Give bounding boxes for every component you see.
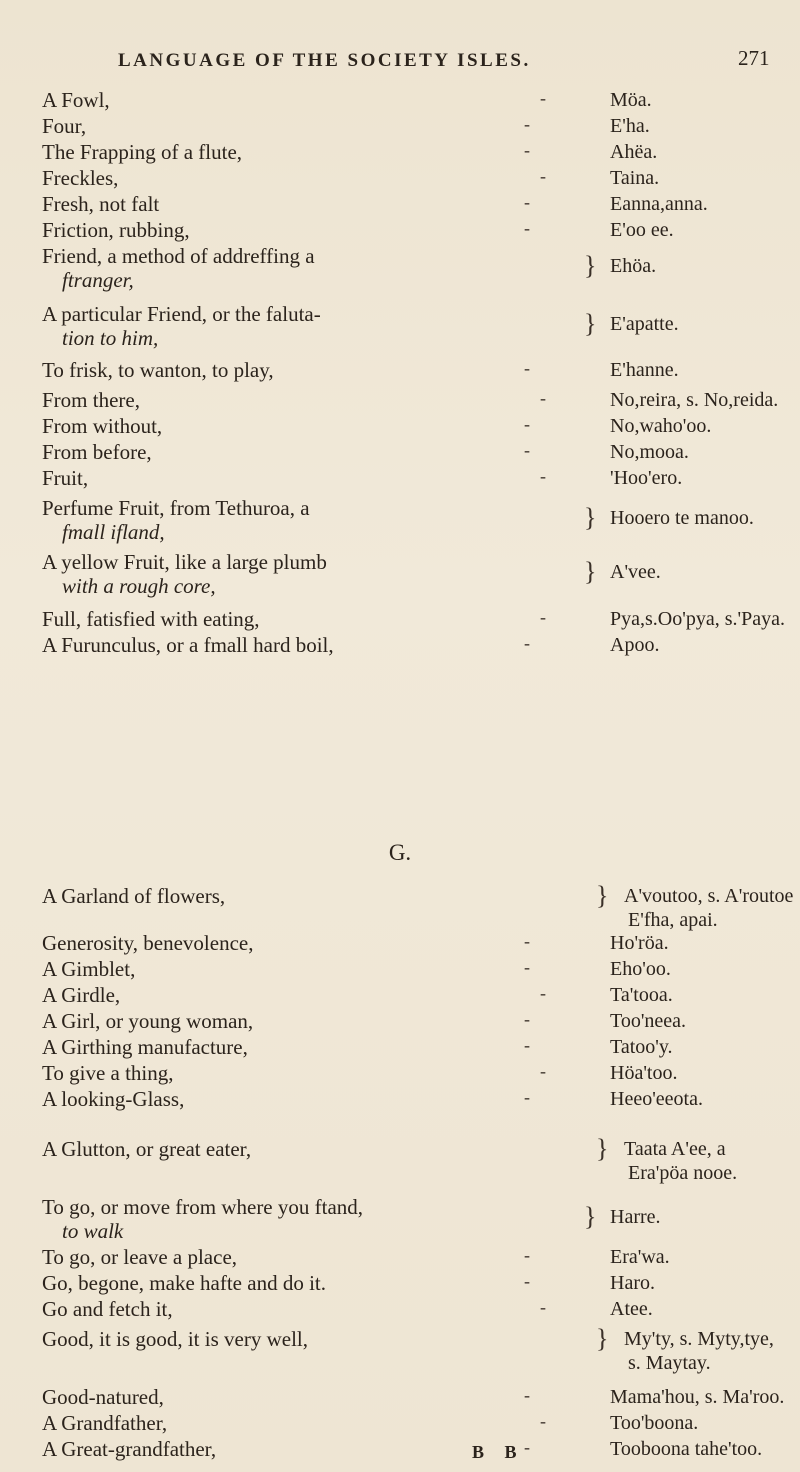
english-line: to walk: [62, 1219, 124, 1243]
english-line: To frisk, to wanton, to play,: [42, 358, 274, 382]
leader-dash-icon: -: [540, 88, 546, 108]
translation-line: Möa.: [610, 89, 652, 111]
english-term: [42, 1035, 587, 1059]
tahitian-term: [610, 633, 800, 657]
translation-line: No,waho'oo.: [610, 415, 712, 437]
translation-line: Atee.: [610, 1298, 653, 1320]
leader-dash-icon: -: [524, 218, 530, 238]
english-line: A particular Friend, or the faluta-: [42, 302, 321, 326]
brace-icon: }: [584, 503, 597, 532]
translation-line: E'oo ee.: [610, 219, 674, 241]
english-line: To give a thing,: [42, 1061, 174, 1085]
tahitian-term: [612, 884, 800, 932]
leader-dash-icon: -: [524, 1035, 530, 1055]
english-line: Friction, rubbing,: [42, 218, 190, 242]
english-term: [42, 884, 587, 908]
english-line: A Garland of flowers,: [42, 884, 226, 908]
brace-icon: }: [596, 1134, 609, 1163]
english-line: Generosity, benevolence,: [42, 931, 254, 955]
translation-line: Ta'tooa.: [610, 984, 673, 1006]
leader-dash-icon: -: [540, 166, 546, 186]
tahitian-term: [610, 1061, 800, 1085]
translation-line: Ho'röa.: [610, 932, 669, 954]
leader-dash-icon: -: [524, 358, 530, 378]
tahitian-term: [610, 254, 800, 278]
english-line: tion to him,: [62, 326, 159, 350]
english-line: A Girl, or young woman,: [42, 1009, 254, 1033]
leader-dash-icon: -: [540, 1061, 546, 1081]
brace-icon: }: [596, 1324, 609, 1353]
english-line: From without,: [42, 414, 163, 438]
english-line: Four,: [42, 114, 87, 138]
tahitian-term: [610, 1009, 800, 1033]
english-line: A Fowl,: [42, 88, 110, 112]
translation-line: Eho'oo.: [610, 958, 671, 980]
english-line: To go, or leave a place,: [42, 1245, 238, 1269]
english-term: [42, 1385, 587, 1409]
english-line: The Frapping of a flute,: [42, 140, 243, 164]
section-letter: G.: [388, 840, 412, 865]
tahitian-term: [610, 114, 800, 138]
english-line: A looking-Glass,: [42, 1087, 185, 1111]
translation-line: E'apatte.: [610, 313, 679, 335]
leader-dash-icon: -: [524, 1437, 530, 1457]
english-term: [42, 114, 587, 138]
english-term: [42, 496, 587, 544]
leader-dash-icon: -: [524, 140, 530, 160]
tahitian-term: [610, 466, 800, 490]
tahitian-term: [610, 1035, 800, 1059]
translation-line: Höa'too.: [610, 1062, 678, 1084]
english-term: [42, 1087, 587, 1111]
tahitian-term: [610, 192, 800, 216]
english-term: [42, 1061, 587, 1085]
tahitian-term: [610, 1437, 800, 1461]
english-line: A yellow Fruit, like a large plumb: [42, 550, 327, 574]
tahitian-term: [610, 1245, 800, 1269]
english-term: [42, 607, 587, 631]
english-line: Full, fatisfied with eating,: [42, 607, 260, 631]
english-term: [42, 166, 587, 190]
leader-dash-icon: -: [524, 1087, 530, 1107]
translation-line: Tatoo'y.: [610, 1036, 673, 1058]
tahitian-term: [610, 358, 800, 382]
leader-dash-icon: -: [540, 466, 546, 486]
english-line: Friend, a method of addreffing a: [42, 244, 315, 268]
translation-line: s. Maytay.: [628, 1352, 711, 1374]
english-term: [42, 1297, 587, 1321]
tahitian-term: [610, 218, 800, 242]
english-line: A Girthing manufacture,: [42, 1035, 248, 1059]
english-line: ftranger,: [62, 268, 134, 292]
translation-line: Taina.: [610, 167, 660, 189]
translation-line: Heeo'eeota.: [610, 1088, 703, 1110]
running-head: LANGUAGE OF THE SOCIETY ISLES.: [118, 50, 531, 71]
english-line: A Furunculus, or a fmall hard boil,: [42, 633, 334, 657]
english-line: Good-natured,: [42, 1385, 164, 1409]
translation-line: E'ha.: [610, 115, 650, 137]
tahitian-term: [610, 414, 800, 438]
translation-line: Ehöa.: [610, 255, 657, 277]
english-term: [42, 88, 587, 112]
english-line: To go, or move from where you ftand,: [42, 1195, 364, 1219]
translation-line: Haro.: [610, 1272, 655, 1294]
tahitian-term: [610, 166, 800, 190]
translation-line: Harre.: [610, 1206, 661, 1228]
signature-mark: B B: [472, 1442, 525, 1462]
leader-dash-icon: -: [540, 983, 546, 1003]
english-line: fmall ifland,: [62, 520, 165, 544]
brace-icon: }: [584, 1202, 597, 1231]
translation-line: Pya,s.Oo'pya, s.'Paya.: [610, 608, 785, 630]
tahitian-term: [612, 1137, 800, 1185]
english-term: [42, 302, 587, 350]
tahitian-term: [610, 1205, 800, 1229]
tahitian-term: [610, 1087, 800, 1111]
english-term: [42, 1411, 587, 1435]
translation-line: Taata A'ee, a: [624, 1138, 726, 1160]
leader-dash-icon: -: [540, 607, 546, 627]
tahitian-term: [610, 607, 800, 631]
page-number: 271: [738, 46, 770, 70]
english-term: [42, 1195, 587, 1243]
leader-dash-icon: -: [524, 114, 530, 134]
translation-line: A'vee.: [610, 561, 661, 583]
english-line: A Gimblet,: [42, 957, 136, 981]
translation-line: A'voutoo, s. A'routoe: [624, 885, 794, 907]
english-term: [42, 218, 587, 242]
tahitian-term: [610, 957, 800, 981]
tahitian-term: [612, 1327, 800, 1375]
tahitian-term: [610, 140, 800, 164]
translation-line: 'Hoo'ero.: [610, 467, 683, 489]
tahitian-term: [610, 983, 800, 1007]
english-line: Perfume Fruit, from Tethuroa, a: [42, 496, 310, 520]
english-term: [42, 192, 587, 216]
leader-dash-icon: -: [524, 1385, 530, 1405]
english-term: [42, 1137, 587, 1161]
tahitian-term: [610, 312, 800, 336]
translation-line: Era'pöa nooe.: [628, 1162, 738, 1184]
english-line: with a rough core,: [62, 574, 216, 598]
tahitian-term: [610, 1385, 800, 1409]
english-line: From there,: [42, 388, 140, 412]
leader-dash-icon: -: [524, 1245, 530, 1265]
english-term: [42, 466, 587, 490]
leader-dash-icon: -: [524, 633, 530, 653]
english-line: A Glutton, or great eater,: [42, 1137, 252, 1161]
translation-line: Mama'hou, s. Ma'roo.: [610, 1386, 785, 1408]
english-term: [42, 1245, 587, 1269]
tahitian-term: [610, 931, 800, 955]
english-line: A Grandfather,: [42, 1411, 168, 1435]
english-line: Fruit,: [42, 466, 89, 490]
translation-line: Ahëa.: [610, 141, 658, 163]
english-term: [42, 633, 587, 657]
leader-dash-icon: -: [524, 957, 530, 977]
english-term: [42, 358, 587, 382]
brace-icon: }: [596, 881, 609, 910]
english-term: [42, 414, 587, 438]
english-term: [42, 550, 587, 598]
english-term: [42, 244, 587, 292]
translation-line: E'hanne.: [610, 359, 679, 381]
english-term: [42, 440, 587, 464]
english-term: [42, 983, 587, 1007]
tahitian-term: [610, 388, 800, 412]
tahitian-term: [610, 1297, 800, 1321]
tahitian-term: [610, 440, 800, 464]
leader-dash-icon: -: [524, 192, 530, 212]
tahitian-term: [610, 88, 800, 112]
english-line: From before,: [42, 440, 152, 464]
leader-dash-icon: -: [540, 1297, 546, 1317]
tahitian-term: [610, 1271, 800, 1295]
translation-line: Too'boona.: [610, 1412, 699, 1434]
translation-line: Tooboona tahe'too.: [610, 1438, 763, 1460]
english-line: Good, it is good, it is very well,: [42, 1327, 308, 1351]
english-line: A Great-grandfather,: [42, 1437, 217, 1461]
english-line: Fresh, not falt: [42, 192, 160, 216]
english-line: Go and fetch it,: [42, 1297, 173, 1321]
translation-line: Too'neea.: [610, 1010, 687, 1032]
brace-icon: }: [584, 251, 597, 280]
translation-line: No,reira, s. No,reida.: [610, 389, 779, 411]
leader-dash-icon: -: [524, 1009, 530, 1029]
english-term: [42, 1327, 587, 1351]
translation-line: Apoo.: [610, 634, 660, 656]
translation-line: E'fha, apai.: [628, 909, 718, 931]
leader-dash-icon: -: [524, 1271, 530, 1291]
tahitian-term: [610, 506, 800, 530]
leader-dash-icon: -: [524, 414, 530, 434]
english-term: [42, 1271, 587, 1295]
tahitian-term: [610, 560, 800, 584]
translation-line: Era'wa.: [610, 1246, 670, 1268]
leader-dash-icon: -: [540, 1411, 546, 1431]
english-line: A Girdle,: [42, 983, 121, 1007]
tahitian-term: [610, 1411, 800, 1435]
translation-line: Hooero te manoo.: [610, 507, 754, 529]
translation-line: My'ty, s. Myty,tye,: [624, 1328, 774, 1350]
leader-dash-icon: -: [524, 440, 530, 460]
leader-dash-icon: -: [524, 931, 530, 951]
brace-icon: }: [584, 309, 597, 338]
english-line: Go, begone, make hafte and do it.: [42, 1271, 326, 1295]
english-term: [42, 931, 587, 955]
english-term: [42, 388, 587, 412]
leader-dash-icon: -: [540, 388, 546, 408]
translation-line: No,mooa.: [610, 441, 689, 463]
english-term: [42, 957, 587, 981]
brace-icon: }: [584, 557, 597, 586]
english-line: Freckles,: [42, 166, 119, 190]
english-term: [42, 1009, 587, 1033]
translation-line: Eanna,anna.: [610, 193, 708, 215]
page-header: [0, 46, 800, 80]
english-term: [42, 140, 587, 164]
